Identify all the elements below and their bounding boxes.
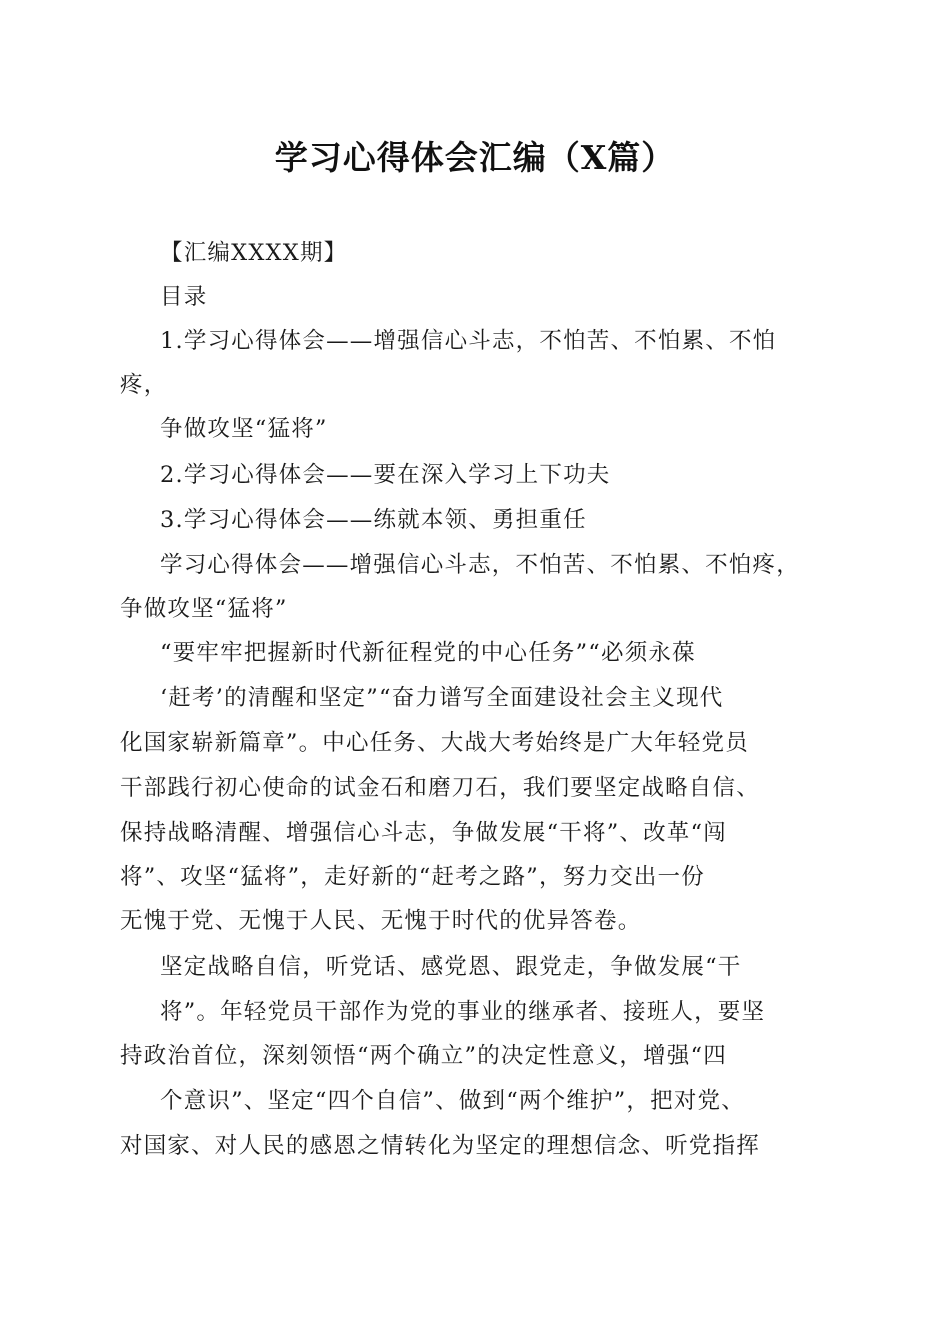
paragraph-line: 化国家崭新篇章”。中心任务、大战大考始终是广大年轻党员 xyxy=(120,730,749,756)
toc-item-1: 1.学习心得体会——增强信心斗志，不怕苦、不怕累、不怕 xyxy=(160,328,777,354)
paragraph-line: 对国家、对人民的感恩之情转化为坚定的理想信念、听党指挥 xyxy=(120,1133,760,1159)
paragraph-line: 将”。年轻党员干部作为党的事业的继承者、接班人，要坚 xyxy=(160,999,766,1025)
paragraph-line: 保持战略清醒、增强信心斗志，争做发展“干将”、改革“闯 xyxy=(120,820,727,846)
toc-item-1-subtitle: 争做攻坚“猛将” xyxy=(160,416,328,442)
paragraph-line: 将”、攻坚“猛将”，走好新的“赶考之路”，努力交出一份 xyxy=(120,864,705,890)
toc-item-2: 2.学习心得体会——要在深入学习上下功夫 xyxy=(160,462,611,488)
toc-heading: 目录 xyxy=(160,284,208,310)
paragraph-line: ‘赶考’的清醒和坚定”“奋力谱写全面建设社会主义现代 xyxy=(160,685,724,711)
paragraph-line: 坚定战略自信，听党话、感党恩、跟党走，争做发展“干 xyxy=(160,954,742,980)
section-heading: 学习心得体会——增强信心斗志，不怕苦、不怕累、不怕疼， xyxy=(160,552,800,578)
paragraph-line: 个意识”、坚定“四个自信”、做到“两个维护”，把对党、 xyxy=(160,1088,745,1114)
toc-item-1-cont: 疼， xyxy=(120,372,168,398)
paragraph-line: “要牢牢把握新时代新征程党的中心任务”“必须永葆 xyxy=(160,640,696,666)
document-title: 学习心得体会汇编（X篇） xyxy=(274,138,676,177)
toc-item-3: 3.学习心得体会——练就本领、勇担重任 xyxy=(160,507,587,533)
paragraph-line: 持政治首位，深刻领悟“两个确立”的决定性意义，增强“四 xyxy=(120,1043,727,1069)
issue-label: 【汇编XXXX期】 xyxy=(160,240,348,266)
paragraph-line: 无愧于党、无愧于人民、无愧于时代的优异答卷。 xyxy=(120,908,642,934)
section-heading-cont: 争做攻坚“猛将” xyxy=(120,596,288,622)
paragraph-line: 干部践行初心使命的试金石和磨刀石，我们要坚定战略自信、 xyxy=(120,775,760,801)
